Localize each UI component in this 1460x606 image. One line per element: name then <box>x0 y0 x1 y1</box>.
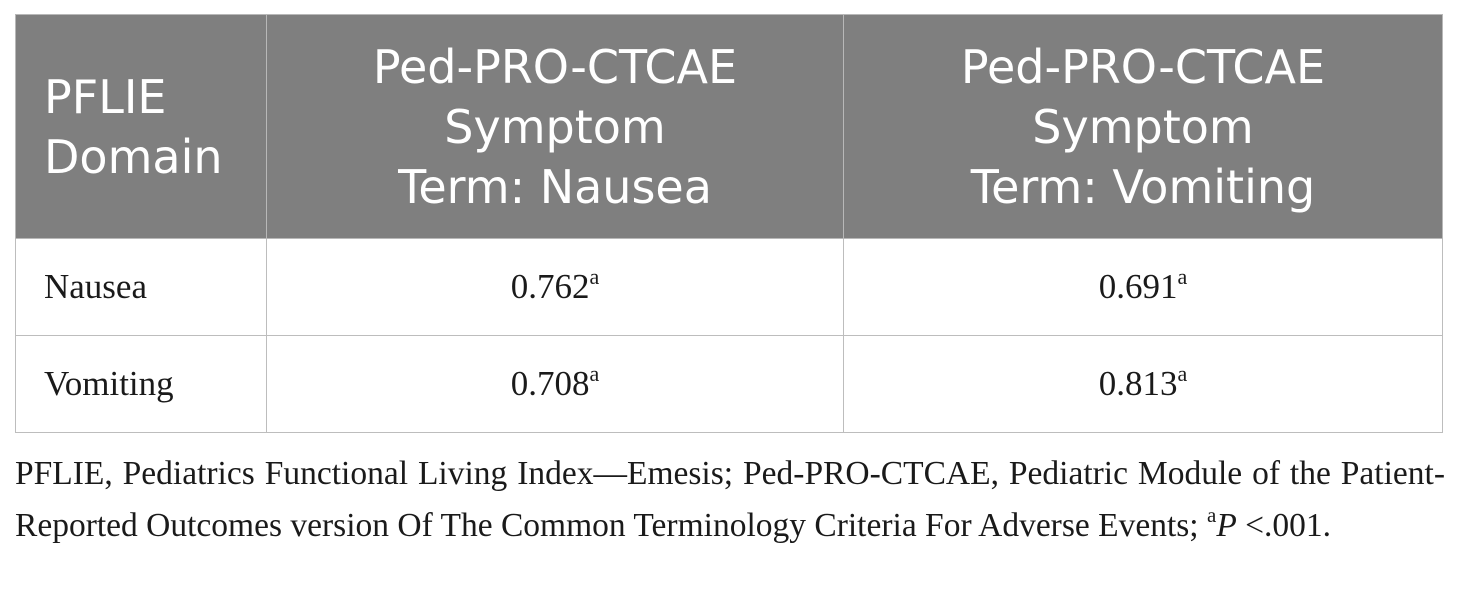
header-vomiting-term <box>844 15 1443 239</box>
table-footnote <box>15 448 1445 552</box>
header-line: Domain <box>44 129 223 184</box>
significance-marker: a <box>589 264 600 289</box>
header-line: Ped-PRO-CTCAE <box>372 39 738 94</box>
p-value: <.001. <box>1236 507 1332 544</box>
data-table-container <box>15 14 1442 433</box>
row-label: Vomiting <box>16 336 267 433</box>
table-body <box>16 239 1443 433</box>
p-symbol: P <box>1216 507 1237 544</box>
table-cell <box>844 336 1443 433</box>
cell-value: 0.813 <box>1098 364 1178 403</box>
table-row <box>16 239 1443 336</box>
header-row <box>16 15 1443 239</box>
table-header <box>16 15 1443 239</box>
header-line: PFLIE <box>44 69 167 124</box>
header-line: Term: Nausea <box>398 159 712 214</box>
footnote-marker: a <box>1206 503 1217 527</box>
table-cell <box>267 239 844 336</box>
table-cell <box>267 336 844 433</box>
cell-value: 0.691 <box>1098 267 1178 306</box>
cell-value: 0.762 <box>510 267 590 306</box>
table-row <box>16 336 1443 433</box>
significance-marker: a <box>1177 361 1188 386</box>
header-pflie-domain <box>16 15 267 239</box>
significance-marker: a <box>1177 264 1188 289</box>
header-line: Symptom <box>1032 99 1254 154</box>
header-line: Term: Vomiting <box>970 159 1316 214</box>
header-line: Ped-PRO-CTCAE <box>960 39 1326 94</box>
correlation-table <box>15 14 1443 433</box>
row-label: Nausea <box>16 239 267 336</box>
table-cell <box>844 239 1443 336</box>
cell-value: 0.708 <box>510 364 590 403</box>
footnote-text: PFLIE, Pediatrics Functional Living Index—Emesis; Ped-PRO-CTCAE, Pediatric Module of the Patient-Reported Outcomes version Of The Common Terminology Criteria For Adverse Events; <box>15 455 1445 544</box>
header-line: Symptom <box>444 99 666 154</box>
header-nausea-term <box>267 15 844 239</box>
significance-marker: a <box>589 361 600 386</box>
